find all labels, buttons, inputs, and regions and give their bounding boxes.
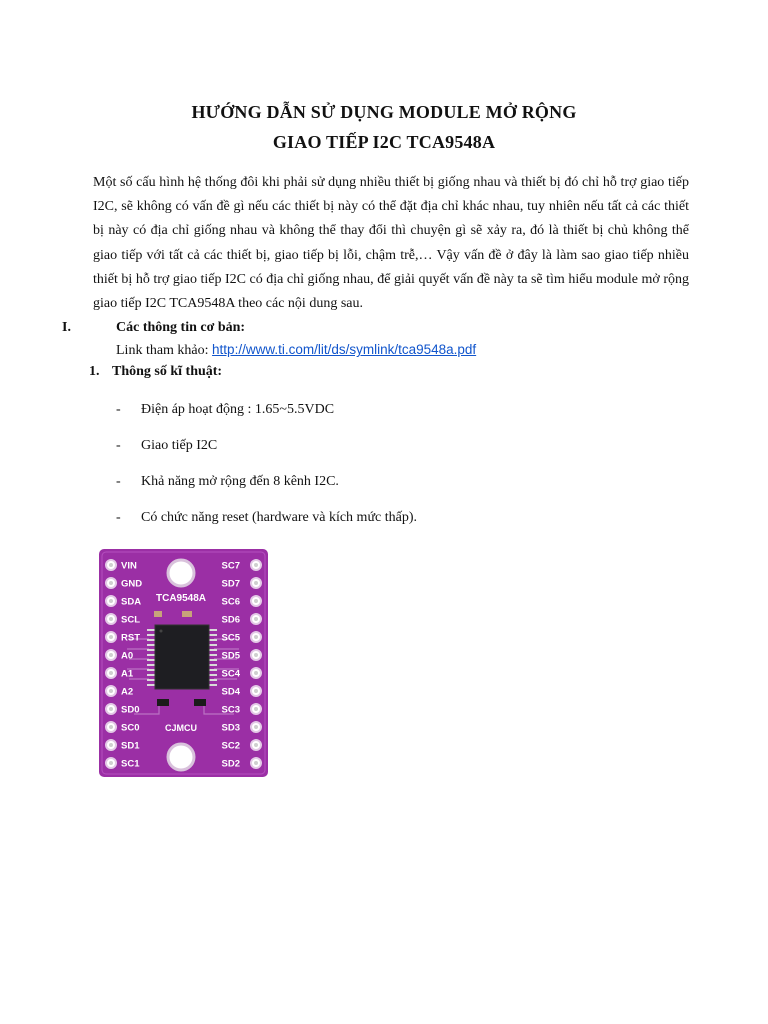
right-pin-hole xyxy=(254,707,258,711)
left-pin-hole xyxy=(109,653,113,657)
left-pin-hole xyxy=(109,635,113,639)
right-pin-hole xyxy=(254,617,258,621)
smd-cap xyxy=(154,611,162,617)
right-pin-hole xyxy=(254,581,258,585)
left-pin-hole xyxy=(109,743,113,747)
right-pin-label: SD3 xyxy=(221,722,240,734)
left-pin-hole xyxy=(109,707,113,711)
bullet-marker: - xyxy=(116,402,121,417)
right-pin-hole xyxy=(254,653,258,657)
right-pin-label: SD2 xyxy=(221,758,240,770)
left-pin-label: A1 xyxy=(121,668,134,680)
left-pin-hole xyxy=(109,689,113,693)
right-pin-hole xyxy=(254,725,258,729)
right-pin-hole xyxy=(254,689,258,693)
reference-link[interactable]: http://www.ti.com/lit/ds/symlink/tca9548a.pdf xyxy=(212,342,477,357)
bullet-item: Điện áp hoạt động : 1.65~5.5VDC xyxy=(141,402,335,417)
right-pin-label: SD4 xyxy=(221,686,240,698)
left-pin-label: SDA xyxy=(121,596,142,608)
bullet-item: Giao tiếp I2C xyxy=(141,438,218,453)
subsection-heading: Thông số kĩ thuật: xyxy=(112,364,223,379)
left-pin-hole xyxy=(109,563,113,567)
smd-cap xyxy=(182,611,192,617)
brand-silkscreen-label: CJMCU xyxy=(164,723,198,733)
doc-title-line1: HƯỚNG DẪN SỬ DỤNG MODULE MỞ RỘNG xyxy=(191,102,577,122)
mount-hole-top xyxy=(168,560,194,586)
right-pin-label: SC6 xyxy=(221,596,240,608)
reference-line xyxy=(116,342,476,359)
left-pin-label: SC0 xyxy=(121,722,140,734)
left-pin-label: SCL xyxy=(121,614,140,626)
intro-paragraph: Một số cấu hình hệ thống đôi khi phải sử dụng nhiều thiết bị giống nhau và thiết bị đó chỉ hỗ trợ giao tiếp I2C, sẽ không có vấn đề gì nếu các thiết bị này có thể đặt địa chỉ khác nhau, tuy nhiên nếu tất cả các thiết bị này có địa chỉ giống nhau và không thể thay đổi thì chuyện gì sẽ xảy ra, đó là thiết bị chủ không thể giao tiếp với tất cả các thiết bị, giao tiếp bị lỗi, chậm trễ,… Vậy vấn đề ở đây là làm sao giao tiếp nhiều thiết bị hỗ trợ giao tiếp I2C có địa chỉ giống nhau, để giải quyết vấn đề này ta sẽ tìm hiểu module mở rộng giao tiếp I2C TCA9548A theo các nội dung sau. xyxy=(93,175,689,312)
smd-resistor xyxy=(194,699,206,706)
left-pin-label: SD0 xyxy=(121,704,140,716)
section-heading: Các thông tin cơ bản: xyxy=(116,320,246,335)
tca9548a-board-photo xyxy=(99,549,268,777)
right-pin-hole xyxy=(254,563,258,567)
left-pin-label: SD1 xyxy=(121,740,140,752)
left-pin-hole xyxy=(109,599,113,603)
right-pin-label: SD5 xyxy=(221,650,240,662)
bullet-item: Khả năng mở rộng đến 8 kênh I2C. xyxy=(141,474,339,489)
mount-hole-bottom xyxy=(168,744,194,770)
right-pin-hole xyxy=(254,743,258,747)
smd-resistor xyxy=(157,699,169,706)
section-number: I. xyxy=(62,320,71,335)
right-pin-label: SD6 xyxy=(221,614,240,626)
bullet-marker: - xyxy=(116,510,121,525)
left-pin-hole xyxy=(109,617,113,621)
doc-title-line2: GIAO TIẾP I2C TCA9548A xyxy=(272,132,496,152)
right-pin-label: SC2 xyxy=(221,740,240,752)
left-pin-label: A0 xyxy=(121,650,134,662)
right-pin-label: SD7 xyxy=(221,578,240,590)
left-pin-hole xyxy=(109,725,113,729)
right-pin-hole xyxy=(254,671,258,675)
bullet-item: Có chức năng reset (hardware và kích mức thấp). xyxy=(141,510,418,525)
right-pin-label: SC5 xyxy=(221,632,240,644)
left-pin-hole xyxy=(109,761,113,765)
left-pin-label: GND xyxy=(121,578,143,590)
right-pin-hole xyxy=(254,599,258,603)
right-pin-hole xyxy=(254,761,258,765)
bullet-marker: - xyxy=(116,474,121,489)
chip-silkscreen-label: TCA9548A xyxy=(155,593,207,604)
left-pin-label: RST xyxy=(121,632,140,644)
left-pin-label: A2 xyxy=(121,686,134,698)
right-pin-label: SC4 xyxy=(221,668,240,680)
right-pin-hole xyxy=(254,635,258,639)
left-pin-label: SC1 xyxy=(121,758,140,770)
left-pin-hole xyxy=(109,581,113,585)
right-pin-label: SC3 xyxy=(221,704,240,716)
left-pin-hole xyxy=(109,671,113,675)
right-pin-label: SC7 xyxy=(221,560,240,572)
tca9548a-chip xyxy=(155,625,209,689)
reference-label: Link tham khảo: xyxy=(116,343,213,358)
bullet-marker: - xyxy=(116,438,121,453)
left-pin-label: VIN xyxy=(121,560,137,572)
subsection-number: 1. xyxy=(89,364,100,379)
